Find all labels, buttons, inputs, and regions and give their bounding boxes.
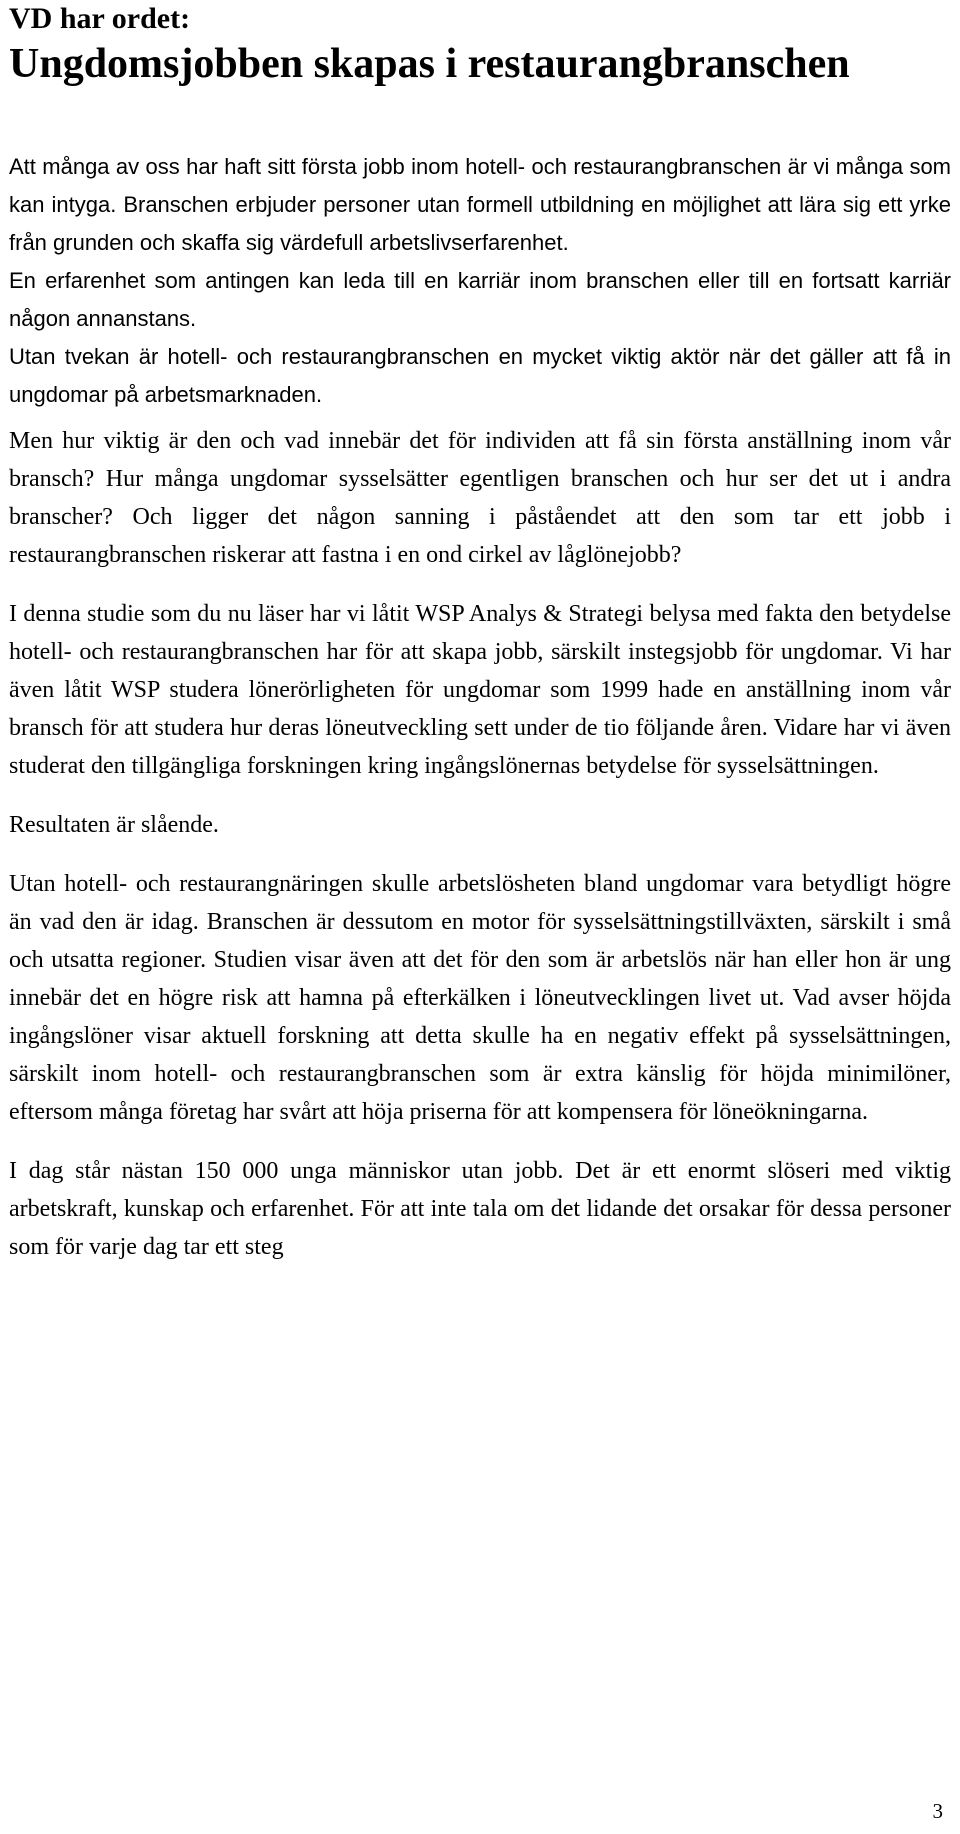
intro-paragraph-3: Utan tvekan är hotell- och restaurangbranschen en mycket viktig aktör när det gäller att få in ungdomar på arbetsmarknaden. [9,344,951,407]
paragraph-questions: Men hur viktig är den och vad innebär det för individen att få sin första anställning inom vår bransch? Hur många ungdomar sysselsätter egentligen branschen och hur ser det ut i andra branscher? Och ligger det någon sanning i påståendet att den som tar ett jobb i restaurangbranschen riskerar att fastna i en ond cirkel av låglönejobb? [9,428,951,568]
paragraph-unemployment: I dag står nästan 150 000 unga människor utan jobb. Det är ett enormt slöseri med viktig arbetskraft, kunskap och erfarenhet. För att inte tala om det lidande det orsakar för dessa personer som för varje dag tar ett steg [9,1158,951,1260]
page-title: Ungdomsjobben skapas i restaurangbranschen [9,41,850,87]
paragraph-results-intro: Resultaten är slående. [9,812,219,838]
section-kicker: VD har ordet: [9,2,191,35]
intro-paragraph-1: Att många av oss har haft sitt första jobb inom hotell- och restaurangbranschen är vi många som kan intyga. Branschen erbjuder personer utan formell utbildning en möjlighet att lära sig ett yrke från grunden och skaffa sig värdefull arbetslivserfarenhet. [9,154,951,255]
body-text [9,148,951,1266]
paragraph-study: I denna studie som du nu läser har vi låtit WSP Analys & Strategi belysa med fakta den betydelse hotell- och restaurangbranschen har för att skapa jobb, särskilt instegsjobb för ungdomar. Vi har även låtit WSP studera lönerörligheten för ungdomar som 1999 hade en anställning inom vår bransch för att studera hur deras löneutveckling sett under de tio följande åren. Vidare har vi även studerat den tillgängliga forskningen kring ingångslönernas betydelse för sysselsättningen. [9,601,951,779]
page-number: 3 [932,1799,943,1823]
intro-paragraph-2: En erfarenhet som antingen kan leda till en karriär inom branschen eller till en fortsatt karriär någon annanstans. [9,268,951,331]
paragraph-results: Utan hotell- och restaurangnäringen skulle arbetslösheten bland ungdomar vara betydligt högre än vad den är idag. Branschen är dessutom en motor för sysselsättningstillväxten, särskilt i små och utsatta regioner. Studien visar även att det för den som är arbetslös när han eller hon är ung innebär det en högre risk att hamna på efterkälken i löneutvecklingen livet ut. Vad avser höjda ingångslöner visar aktuell forskning att detta skulle ha en negativ effekt på sysselsättningen, särskilt inom hotell- och restaurangbranschen som är extra känslig för höjda minimilöner, eftersom många företag har svårt att höja priserna för att kompensera för löneökningarna. [9,871,951,1125]
document-page [9,0,951,1834]
